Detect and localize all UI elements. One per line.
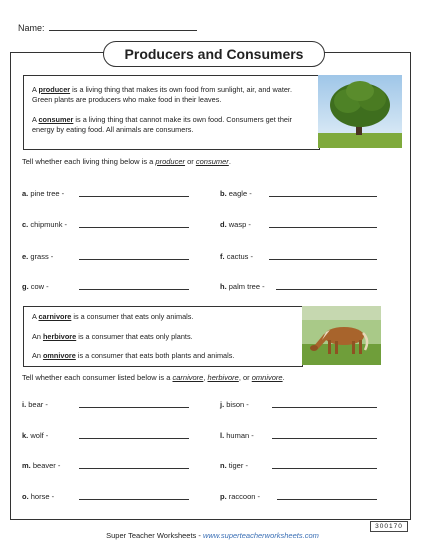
herbivore-definition: An herbivore is a consumer that eats only plants.: [32, 332, 193, 341]
footer-brand: Super Teacher Worksheets: [106, 531, 197, 540]
answer-blank[interactable]: [79, 431, 189, 439]
answer-blank[interactable]: [277, 492, 377, 500]
answer-blank[interactable]: [272, 431, 377, 439]
name-label: Name:: [18, 23, 45, 33]
answer-blank[interactable]: [79, 282, 189, 290]
producer-consumer-definitions: [23, 75, 320, 150]
footer: Super Teacher Worksheets - www.superteacherworksheets.com: [106, 531, 319, 540]
answer-blank[interactable]: [276, 282, 377, 290]
question-b: b. eagle -: [220, 189, 252, 198]
question-k: k. wolf -: [22, 431, 48, 440]
answer-blank[interactable]: [79, 220, 189, 228]
worksheet-code: 300170: [370, 521, 408, 532]
question-i: i. bear -: [22, 400, 48, 409]
answer-blank[interactable]: [269, 252, 377, 260]
answer-blank[interactable]: [79, 461, 189, 469]
question-n: n. tiger -: [220, 461, 248, 470]
name-field[interactable]: [18, 22, 197, 33]
answer-blank[interactable]: [79, 189, 189, 197]
tree-image: [318, 75, 402, 148]
horse-image: [302, 306, 381, 365]
answer-blank[interactable]: [79, 400, 189, 408]
question-c: c. chipmunk -: [22, 220, 67, 229]
answer-blank[interactable]: [79, 252, 189, 260]
omnivore-definition: An omnivore is a consumer that eats both plants and animals.: [32, 351, 235, 360]
question-d: d. wasp -: [220, 220, 251, 229]
answer-blank[interactable]: [79, 492, 189, 500]
question-a: a. pine tree -: [22, 189, 64, 198]
answer-blank[interactable]: [269, 220, 377, 228]
consumer-types-definitions: [23, 306, 303, 367]
question-h: h. palm tree -: [220, 282, 265, 291]
question-m: m. beaver -: [22, 461, 60, 470]
page-title: Producers and Consumers: [103, 41, 325, 67]
answer-blank[interactable]: [269, 189, 377, 197]
consumer-definition: A consumer is a living thing that cannot make its own food. Consumers get their energy by eating food. All animals are consumers.: [32, 115, 292, 134]
question-g: g. cow -: [22, 282, 49, 291]
footer-url[interactable]: www.superteacherworksheets.com: [202, 531, 319, 540]
question-e: e. grass -: [22, 252, 53, 261]
question-f: f. cactus -: [220, 252, 253, 261]
answer-blank[interactable]: [272, 461, 377, 469]
carnivore-definition: A carnivore is a consumer that eats only animals.: [32, 312, 194, 321]
question-l: l. human -: [220, 431, 254, 440]
instructions-2: Tell whether each consumer listed below is a carnivore, herbivore, or omnivore.: [22, 373, 285, 382]
producer-definition: A producer is a living thing that makes its own food from sunlight, air, and water. Green plants are producers who make food in their leaves.: [32, 85, 292, 104]
instructions-1: Tell whether each living thing below is a producer or consumer.: [22, 157, 231, 166]
name-blank[interactable]: [49, 22, 197, 31]
answer-blank[interactable]: [272, 400, 377, 408]
question-p: p. raccoon -: [220, 492, 260, 501]
question-j: j. bison -: [220, 400, 249, 409]
question-o: o. horse -: [22, 492, 54, 501]
